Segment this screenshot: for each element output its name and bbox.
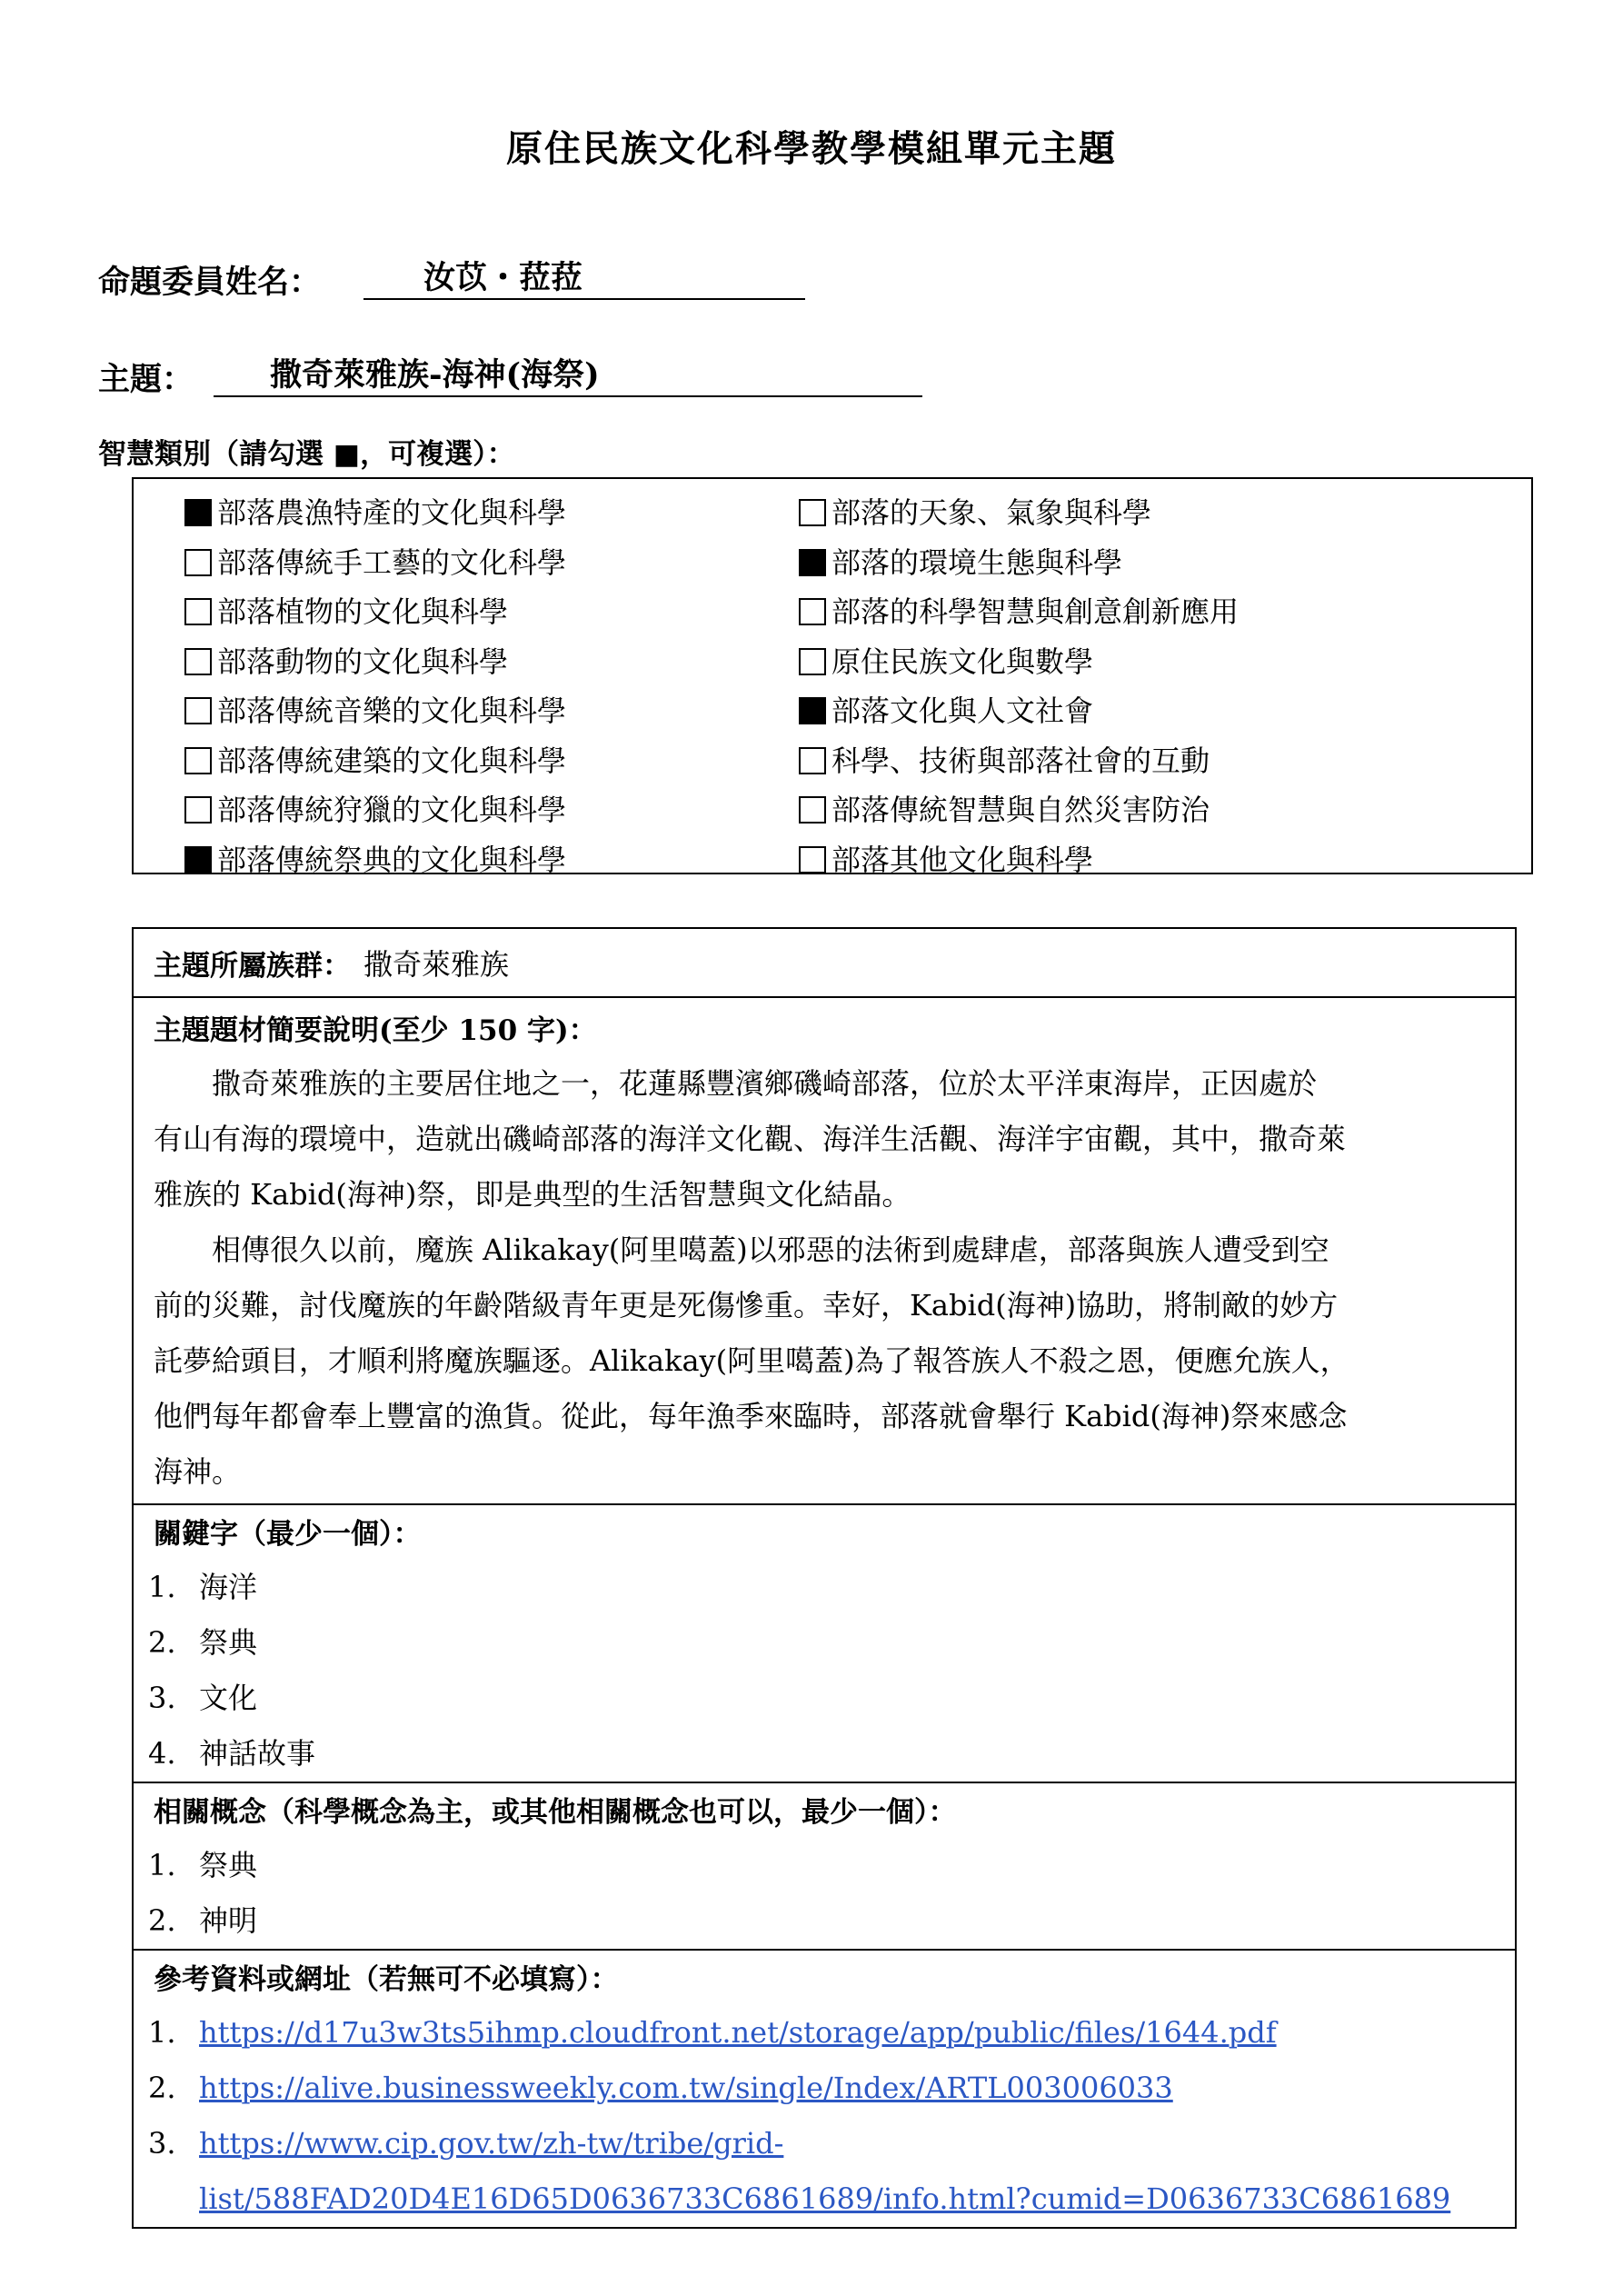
references-row — [134, 1949, 1515, 2227]
keywords-row — [134, 1503, 1515, 1782]
checkbox-unchecked-icon[interactable] — [799, 499, 826, 526]
concept-item-text: 祭典 — [199, 1848, 258, 1882]
reference-link[interactable]: https://d17u3w3ts5ihmp.cloudfront.net/storage/app/public/files/1644.pdf — [199, 2015, 1277, 2050]
category-item[interactable] — [799, 488, 1239, 538]
category-label: 部落傳統智慧與自然災害防治 — [831, 793, 1210, 827]
category-label: 部落植物的文化與科學 — [217, 594, 509, 629]
keyword-item — [134, 1560, 1515, 1615]
tribe-value: 撒奇萊雅族 — [363, 947, 510, 982]
checkbox-unchecked-icon[interactable] — [799, 846, 826, 873]
keyword-item-text: 文化 — [199, 1681, 258, 1715]
list-number: 1. — [148, 1570, 176, 1604]
keyword-item — [134, 1671, 1515, 1726]
list-number: 2. — [148, 1903, 176, 1938]
summary-label: 主題題材簡要說明(至少 150 字)： — [154, 1014, 597, 1047]
checkbox-unchecked-icon[interactable] — [184, 796, 212, 824]
checkbox-unchecked-icon[interactable] — [184, 598, 212, 625]
checkbox-unchecked-icon[interactable] — [184, 648, 212, 675]
checkbox-checked-icon[interactable] — [799, 549, 826, 576]
category-column-right — [799, 488, 1239, 884]
category-item[interactable] — [184, 686, 566, 736]
list-number: 4. — [148, 1736, 176, 1771]
list-number: 3. — [148, 1681, 176, 1715]
category-label: 原住民族文化與數學 — [831, 644, 1094, 679]
checkbox-unchecked-icon[interactable] — [184, 747, 212, 774]
category-item[interactable] — [184, 835, 566, 885]
concept-item — [134, 1838, 1515, 1893]
summary-row — [134, 996, 1515, 1503]
concepts-label: 相關概念（科學概念為主，或其他相關概念也可以，最少一個）： — [154, 1796, 957, 1829]
checkbox-unchecked-icon[interactable] — [799, 598, 826, 625]
summary-line: 前的災難，討伐魔族的年齡階級青年更是死傷慘重。幸好，Kabid(海神)協助，將制敵的妙方 — [154, 1288, 1339, 1323]
category-item[interactable] — [799, 835, 1239, 885]
category-label: 部落其他文化與科學 — [831, 842, 1094, 877]
list-number: 2. — [148, 2071, 176, 2105]
tribe-row — [134, 929, 1515, 996]
theme-label: 主題： — [98, 361, 194, 398]
list-number — [148, 2171, 199, 2227]
reference-item — [134, 2116, 1515, 2171]
keyword-item — [134, 1615, 1515, 1671]
category-item[interactable] — [799, 785, 1239, 835]
reference-list — [134, 2005, 1515, 2227]
category-item[interactable] — [799, 538, 1239, 588]
checkbox-unchecked-icon[interactable] — [799, 648, 826, 675]
keyword-list — [134, 1560, 1515, 1782]
category-item[interactable] — [799, 587, 1239, 637]
summary-line: 雅族的 Kabid(海神)祭，即是典型的生活智慧與文化結晶。 — [154, 1177, 911, 1212]
checkbox-unchecked-icon[interactable] — [184, 697, 212, 724]
concept-item — [134, 1893, 1515, 1949]
category-label: 部落傳統手工藝的文化科學 — [217, 544, 567, 580]
summary-line: 他們每年都會奉上豐富的漁貨。從此，每年漁季來臨時，部落就會舉行 Kabid(海神)祭來感念 — [154, 1399, 1348, 1433]
reference-link[interactable]: https://alive.businessweekly.com.tw/single/Index/ARTL003006033 — [199, 2071, 1173, 2105]
summary-line: 撒奇萊雅族的主要居住地之一，花蓮縣豐濱鄉磯崎部落，位於太平洋東海岸，正因處於 — [154, 1066, 1318, 1101]
category-label: 科學、技術與部落社會的互動 — [831, 743, 1210, 778]
keyword-item-text: 神話故事 — [199, 1736, 316, 1771]
category-label: 部落的科學智慧與創意創新應用 — [831, 594, 1240, 629]
category-checkbox-box — [132, 477, 1533, 877]
checkbox-checked-icon[interactable] — [799, 697, 826, 724]
concepts-row — [134, 1782, 1515, 1949]
reference-item — [134, 2005, 1515, 2061]
concept-item-text: 神明 — [199, 1903, 258, 1938]
summary-text — [134, 1056, 1515, 1500]
list-number: 1. — [148, 1848, 176, 1882]
category-label: 部落傳統狩獵的文化與科學 — [217, 793, 567, 827]
checkbox-unchecked-icon[interactable] — [799, 796, 826, 824]
concept-list — [134, 1838, 1515, 1949]
checkbox-unchecked-icon[interactable] — [799, 747, 826, 774]
category-label: 部落傳統建築的文化與科學 — [217, 743, 567, 778]
summary-line: 海神。 — [154, 1454, 242, 1489]
category-column-left — [184, 488, 566, 884]
reference-link[interactable]: https://www.cip.gov.tw/zh-tw/tribe/grid- — [199, 2126, 784, 2161]
theme-field: 撒奇萊雅族-海神(海祭) — [214, 354, 922, 397]
summary-line: 託夢給頭目，才順利將魔族驅逐。Alikakay(阿里噶蓋)為了報答族人不殺之恩，便應允族人， — [154, 1343, 1349, 1378]
checkbox-checked-icon[interactable] — [184, 499, 212, 526]
reference-item — [134, 2171, 1515, 2227]
checkbox-unchecked-icon[interactable] — [184, 549, 212, 576]
category-item[interactable] — [184, 587, 566, 637]
committee-name-field: 汝苡・菈菈 — [363, 256, 805, 300]
reference-item — [134, 2061, 1515, 2116]
category-item[interactable] — [799, 637, 1239, 687]
category-item[interactable] — [184, 736, 566, 786]
keyword-item-text: 祭典 — [199, 1625, 258, 1660]
summary-line: 有山有海的環境中，造就出磯崎部落的海洋文化觀、海洋生活觀、海洋宇宙觀，其中，撒奇萊 — [154, 1122, 1347, 1156]
category-label: 部落動物的文化與科學 — [217, 644, 509, 679]
category-item[interactable] — [184, 785, 566, 835]
committee-label: 命題委員姓名： — [98, 264, 322, 301]
keyword-item-text: 海洋 — [199, 1570, 258, 1604]
category-label: 部落的環境生態與科學 — [831, 544, 1123, 580]
checkbox-checked-icon[interactable] — [184, 846, 212, 873]
references-label: 參考資料或網址（若無可不必填寫）： — [154, 1963, 619, 1996]
category-label: 部落農漁特產的文化與科學 — [217, 495, 567, 530]
reference-link[interactable]: list/588FAD20D4E16D65D0636733C6861689/info.html?cumid=D0636733C6861689 — [199, 2181, 1451, 2216]
info-table — [132, 927, 1517, 2229]
category-label: 部落的天象、氣象與科學 — [831, 495, 1152, 530]
category-label: 部落傳統祭典的文化與科學 — [217, 842, 567, 877]
category-hint: 智慧類別（請勾選 ■，可複選）： — [98, 438, 515, 471]
category-item[interactable] — [184, 488, 566, 538]
list-number: 1. — [148, 2015, 176, 2050]
category-item[interactable] — [184, 538, 566, 588]
list-number: 3. — [148, 2126, 176, 2161]
category-item[interactable] — [799, 686, 1239, 736]
page-title: 原住民族文化科學教學模組單元主題 — [506, 127, 1117, 170]
category-label: 部落傳統音樂的文化與科學 — [217, 694, 567, 728]
list-number: 2. — [148, 1625, 176, 1660]
category-label: 部落文化與人文社會 — [831, 694, 1094, 728]
tribe-label: 主題所屬族群： — [154, 949, 351, 983]
keywords-label: 關鍵字（最少一個）： — [154, 1518, 422, 1551]
summary-line: 相傳很久以前，魔族 Alikakay(阿里噶蓋)以邪惡的法術到處肆虐，部落與族人遭受到空 — [154, 1233, 1329, 1267]
category-item[interactable] — [799, 736, 1239, 786]
category-item[interactable] — [184, 637, 566, 687]
keyword-item — [134, 1726, 1515, 1782]
